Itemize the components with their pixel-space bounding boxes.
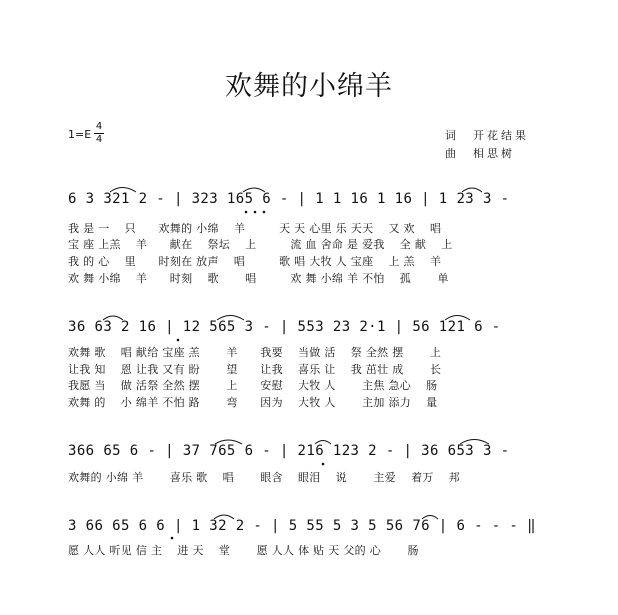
lyric-line-4-verse-1: 愿 人人 听见 信 主 进 天 堂 愿 人人 体 贴 天 父的 心 肠 [68, 544, 419, 557]
lyric-line-3-verse-1: 欢舞的 小绵 羊 喜乐 歌 唱 眼含 眼泪 说 主爱 着万 邦 [68, 471, 461, 484]
lyricist-credit: 词 开花结果 [445, 129, 529, 142]
lyric-line-1-verse-1: 我 是 一 只 欢舞的 小绵 羊 天 天 心里 乐 天天 又 欢 唱 [68, 222, 442, 235]
lyric-line-1-verse-2: 宝 座 上羔 羊 献在 祭坛 上 流 血 舍命 是 爱我 全 献 上 [68, 238, 453, 251]
lyric-line-1-verse-3: 我 的 心 里 时刻在 放声 唱 歌 唱 大牧 人 宝座 上 羔 羊 [68, 255, 442, 268]
octave-dots [171, 211, 325, 540]
lyric-line-2-verse-4: 欢舞 的 小 绵羊 不怕 路 弯 因为 大牧 人 主加 添力 量 [68, 396, 438, 409]
lyric-line-2-verse-3: 我愿 当 做 活祭 全然 摆 上 安慰 大牧 人 主焦 急心 肠 [68, 379, 438, 392]
notation-line-3: 366 65 6 - | 37 765 6 - | 216 123 2 - | 36 653 3 - [68, 443, 510, 459]
time-signature-bottom: 4 [95, 134, 103, 145]
song-title: 欢舞的小绵羊 [225, 71, 393, 102]
lyric-line-2-verse-2: 让我 知 恩 让我 又有 盼 望 让我 喜乐 让 我 茁壮 成 长 [68, 363, 442, 376]
notation-line-2: 36 63 2 16 | 12 565 3 - | 553 23 2·1 | 56 121 6 - [68, 319, 501, 335]
key-signature: 1=E [68, 128, 92, 141]
slurs [103, 188, 489, 520]
lyric-line-1-verse-4: 欢 舞 小绵 羊 时刻 歌 唱 欢 舞 小绵 羊 不怕 孤 单 [68, 272, 449, 285]
lyric-line-2-verse-1: 欢舞 歌 唱 献给 宝座 羔 羊 我要 当做 活 祭 全然 摆 上 [68, 346, 442, 359]
time-signature-top: 4 [95, 121, 103, 132]
notation-line-1: 6 3 321 2 - | 323 165 6 - | 1 1 16 1 16 | 1 23 3 - [68, 191, 510, 207]
composer-credit: 曲 相思树 [445, 147, 515, 160]
notation-line-4: 3 66 65 6 6 | 1 32 2 - | 5 55 5 3 5 56 76 | 6 - - - ‖ [68, 518, 536, 534]
